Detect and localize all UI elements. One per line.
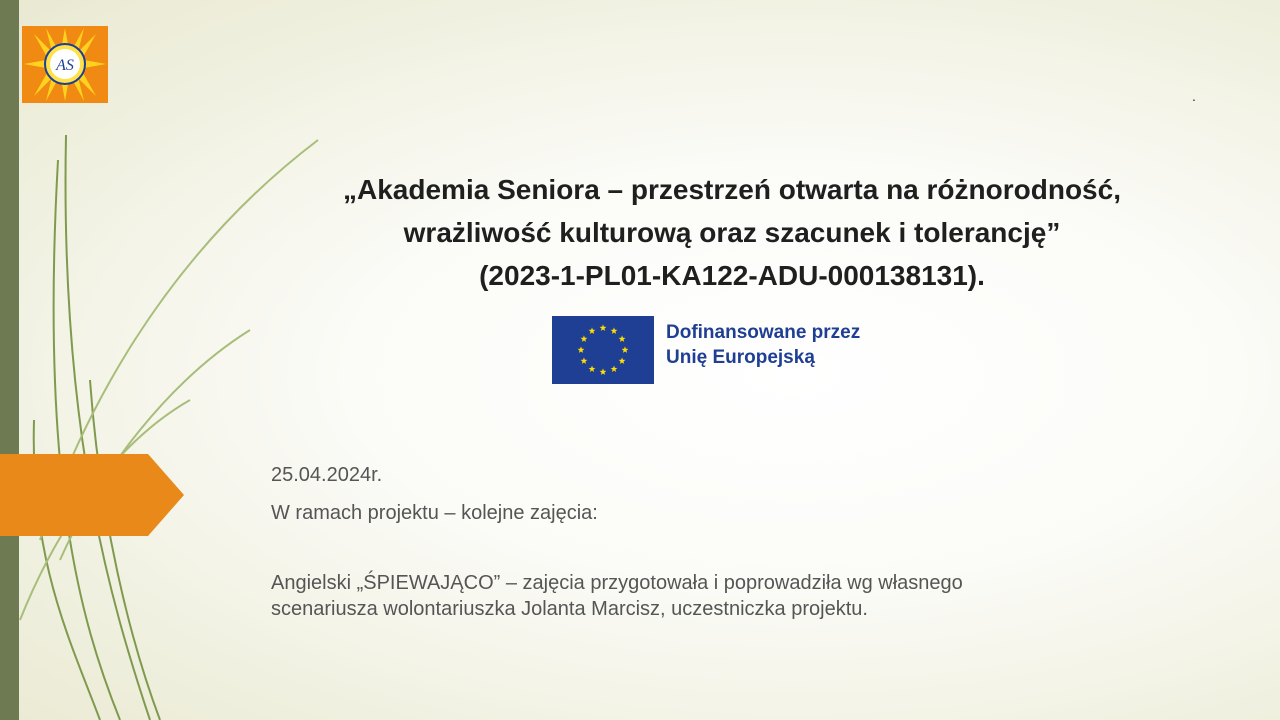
slide-body	[271, 462, 1211, 622]
eu-funding-line: Unię Europejską	[666, 347, 815, 368]
eu-star-icon	[611, 327, 618, 334]
eu-star-icon	[619, 335, 626, 342]
description-line: scenariusza wolontariuszka Jolanta Marcisz, uczestniczka projektu.	[271, 598, 868, 620]
eu-star-icon	[600, 368, 607, 375]
title-line: „Akademia Seniora – przestrzeń otwarta na różnorodność,	[343, 174, 1121, 205]
eu-star-icon	[600, 324, 607, 331]
eu-funding-logo	[552, 316, 912, 384]
eu-star-icon	[581, 335, 588, 342]
as-logo	[22, 26, 108, 103]
as-logo-sun-icon	[22, 26, 108, 103]
eu-funding-line: Dofinansowane przez	[666, 322, 861, 343]
svg-text:AS: AS	[56, 57, 74, 74]
slide-title	[272, 168, 1192, 297]
eu-star-icon	[581, 357, 588, 364]
eu-star-icon	[622, 346, 629, 353]
date-text: 25.04.2024r.	[271, 464, 383, 486]
eu-funding-text	[666, 320, 916, 370]
eu-star-icon	[619, 357, 626, 364]
eu-star-icon	[611, 365, 618, 372]
orange-arrow-shape	[0, 454, 184, 536]
eu-stars-icon	[552, 316, 654, 384]
eu-star-icon	[589, 327, 596, 334]
title-line: wrażliwość kulturową oraz szacunek i tolerancję”	[403, 217, 1061, 248]
title-line: (2023-1-PL01-KA122-ADU-000138131).	[479, 260, 985, 291]
eu-flag-icon	[552, 316, 654, 384]
eu-star-icon	[578, 346, 585, 353]
eu-star-icon	[589, 365, 596, 372]
description-line: Angielski „ŚPIEWAJĄCO” – zajęcia przygotowała i poprowadziła wg własnego	[271, 572, 963, 594]
corner-dot: .	[1192, 88, 1196, 104]
intro-text: W ramach projektu – kolejne zajęcia:	[271, 502, 598, 524]
